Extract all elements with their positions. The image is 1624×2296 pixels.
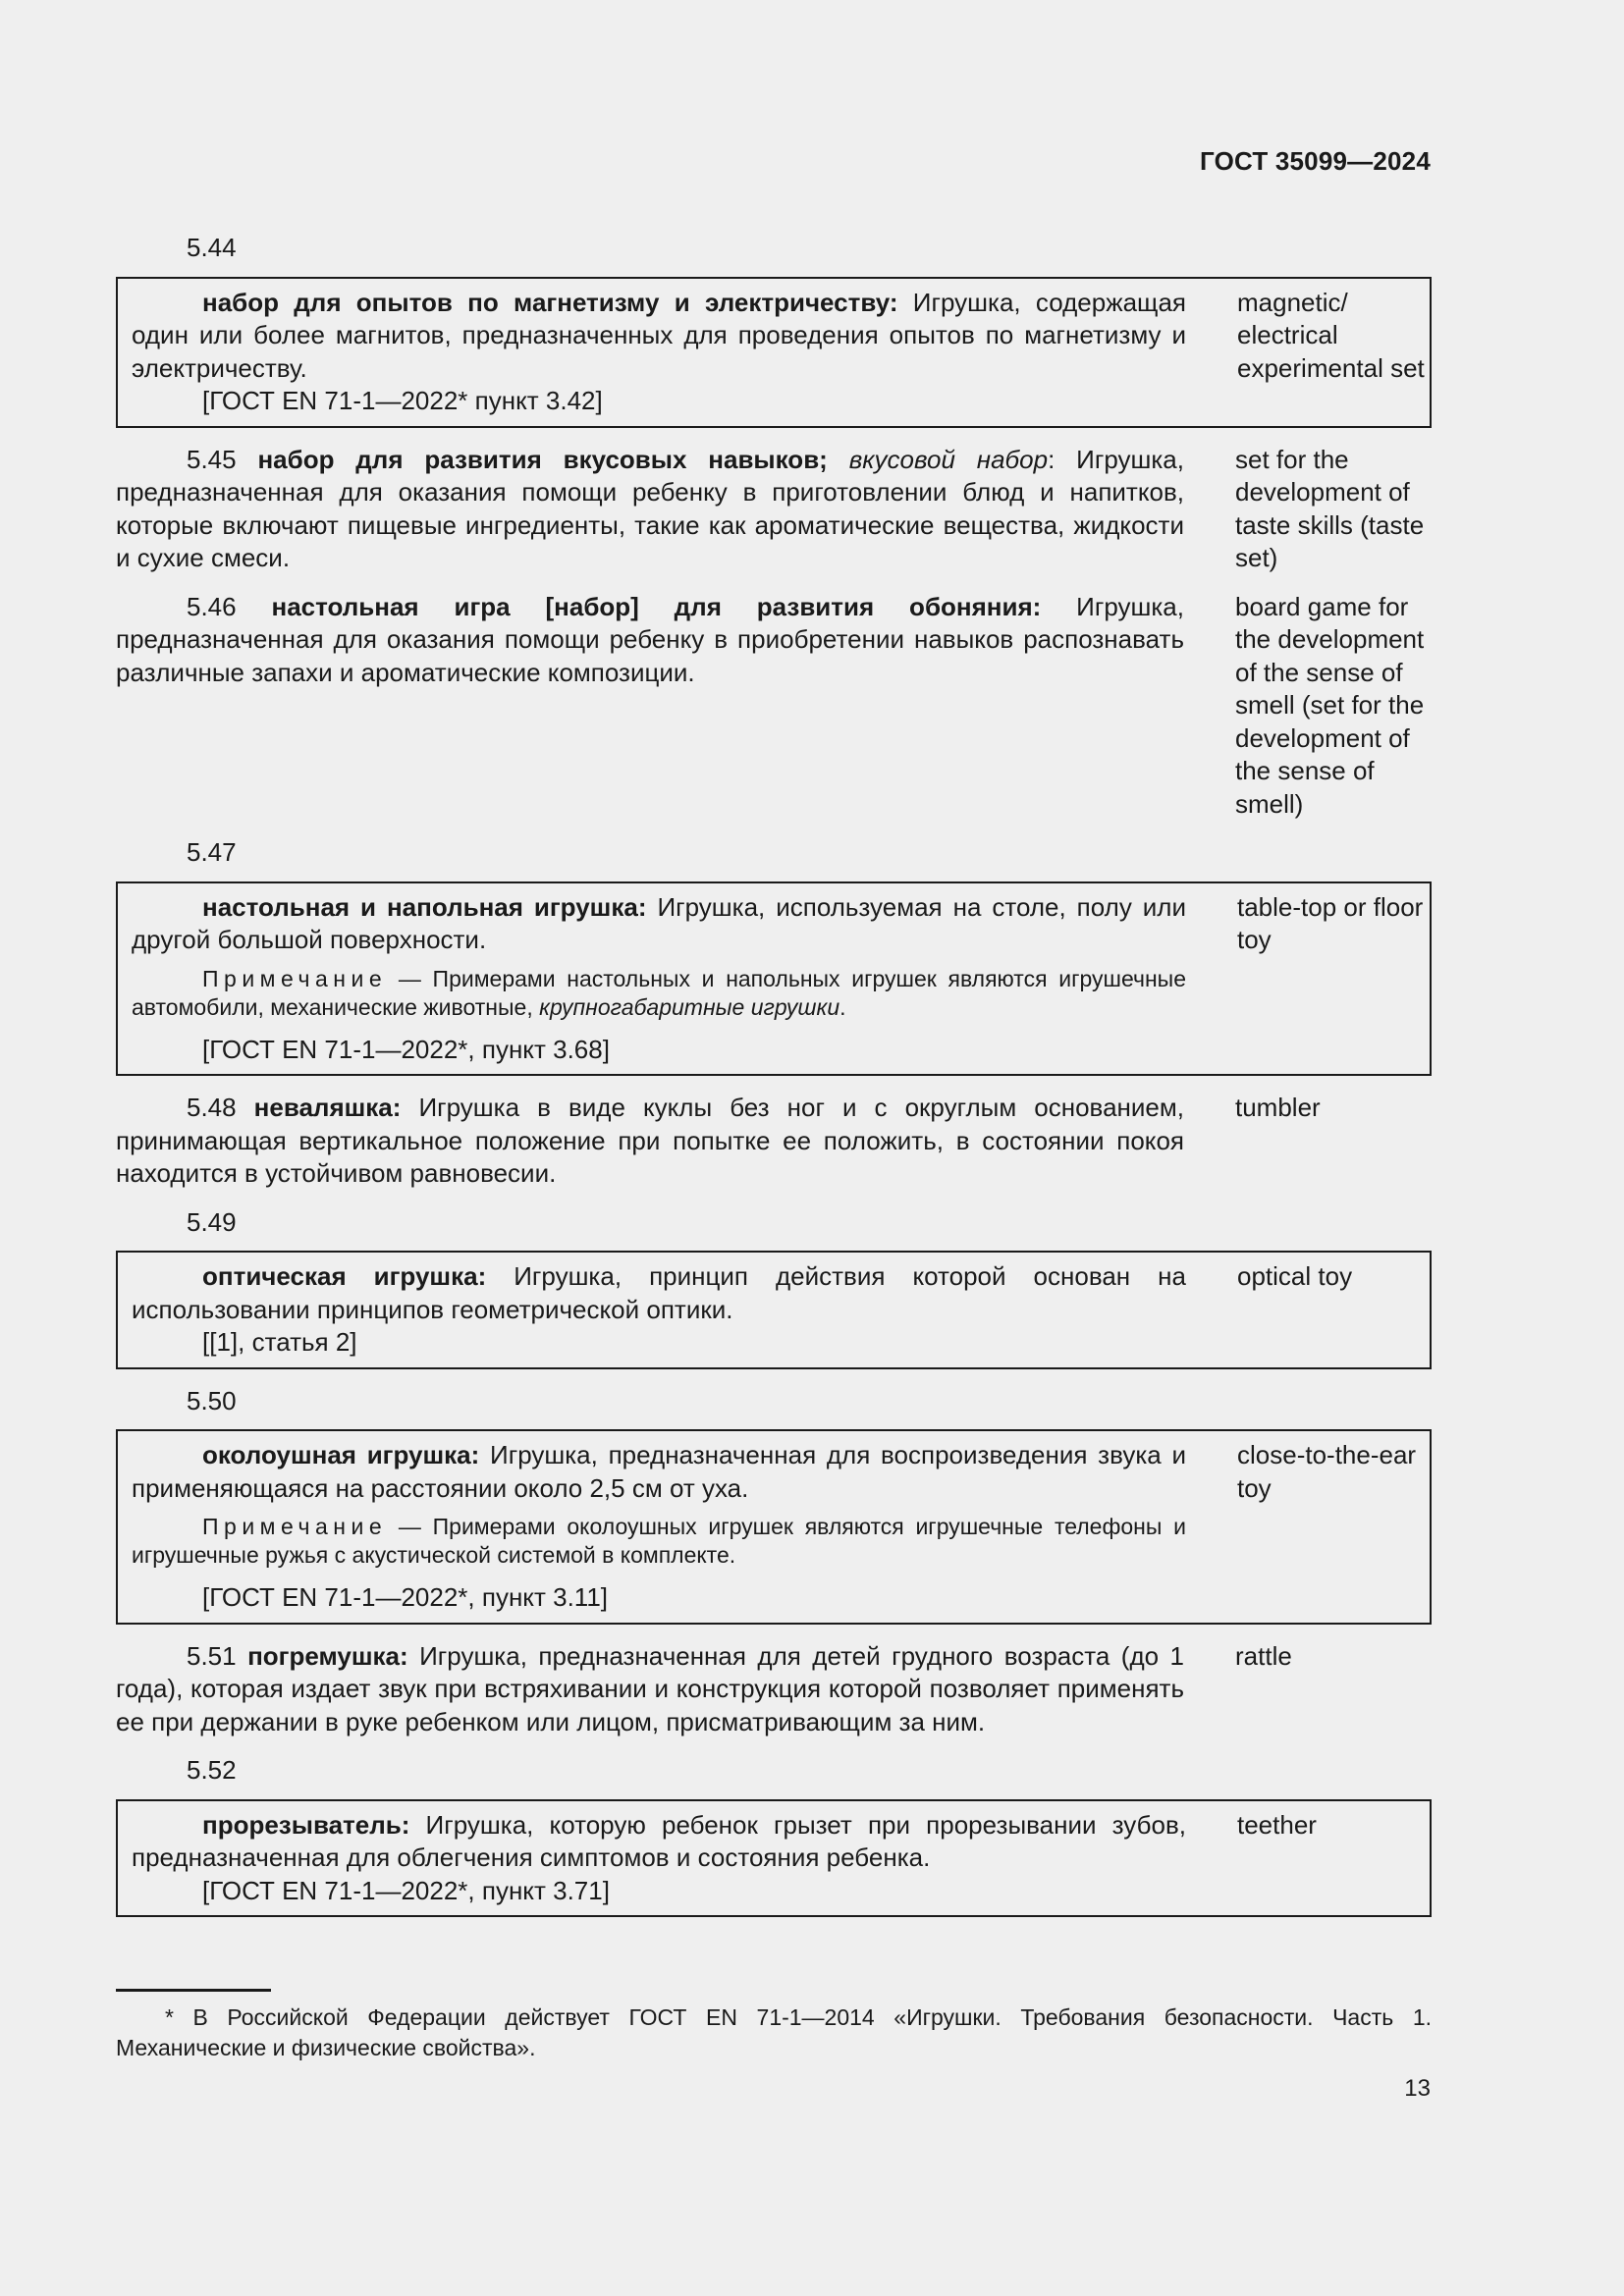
english-equivalent: table-top or floor toy: [1237, 891, 1424, 954]
entry-number: 5.46: [187, 591, 237, 621]
term-title: настольная и напольная игрушка:: [202, 891, 647, 922]
note-label: Примечание: [202, 965, 388, 991]
term-reference: [ГОСТ EN 71-1—2022*, пункт 3.11]: [202, 1582, 609, 1612]
term-note: Примечание — Примерами околоушных игрушек являются игрушечные телефоны и игрушечные ружья с акустической системой в комплекте.: [132, 1514, 1186, 1568]
term-title: неваляшка:: [253, 1093, 402, 1122]
term-entry: [116, 444, 1432, 575]
term-definition: Игрушка, предназначенная для воспроизведения звука и применяющаяся на расстоянии около 2,5 см от уха.: [132, 1440, 1186, 1503]
term-definition: Игрушка, которую ребенок грызет при прорезывании зубов, предназначенная для облегчения симптомов и состояния ребенка.: [132, 1809, 1186, 1872]
term-definition: Игрушка в виде куклы без ног и с округлым основанием, принимающая вертикальное положение при попытке ее положить, в состоянии покоя находится в устойчивом равновесии.: [116, 1093, 1184, 1188]
entry-number: 5.52: [187, 1755, 237, 1785]
english-equivalent: board game for the development of the sense of smell (set for the development of the sense of smell): [1235, 591, 1425, 819]
entry-number: 5.49: [187, 1206, 237, 1237]
entry-number: 5.45: [187, 444, 237, 474]
term-entry: [116, 1092, 1432, 1191]
english-equivalent: close-to-the-ear toy: [1237, 1440, 1417, 1503]
document-id-header: ГОСТ 35099—2024: [1200, 146, 1431, 176]
english-equivalent: teether: [1237, 1809, 1317, 1840]
term-reference: [ГОСТ EN 71-1—2022*, пункт 3.68]: [202, 1034, 610, 1064]
term-definition: Игрушка, предназначенная для детей грудного возраста (до 1 года), которая издает звук при встряхивании и конструкция которой позволяет применять ее при держании в руке ребенком или лицом, присматривающим за ним.: [116, 1640, 1184, 1736]
term-title: набор для опытов по магнетизму и электричеству:: [202, 287, 898, 317]
terms-list: [116, 232, 1432, 1933]
english-equivalent: magnetic/ electrical experimental set: [1237, 287, 1425, 383]
term-reference: [ГОСТ EN 71-1—2022*, пункт 3.71]: [202, 1875, 610, 1905]
note-label: Примечание: [202, 1514, 388, 1539]
term-entry-boxed: [116, 881, 1432, 1077]
entry-number: 5.51: [187, 1640, 237, 1671]
term-definition: Игрушка, используемая на столе, полу или другой большой поверхности.: [132, 891, 1186, 954]
term-entry-boxed: [116, 1251, 1432, 1369]
term-entry-boxed: [116, 277, 1432, 428]
term-title: оптическая игрушка:: [202, 1261, 487, 1291]
term-definition: Игрушка, содержащая один или более магнитов, предназначенных для проведения опытов по магнетизму и электричеству.: [132, 287, 1186, 383]
term-entry: [116, 1640, 1432, 1739]
footnote: * В Российской Федерации действует ГОСТ EN 71-1—2014 «Игрушки. Требования безопасности. Часть 1. Механические и физические свойства».: [116, 2004, 1432, 2060]
term-synonym: вкусовой набор: [848, 444, 1049, 474]
term-title: набор для развития вкусовых навыков;: [257, 444, 828, 474]
term-reference: [[1], статья 2]: [202, 1327, 357, 1357]
page-number: 13: [1404, 2075, 1431, 2102]
term-entry: [116, 591, 1432, 822]
term-definition: Игрушка, предназначенная для оказания помощи ребенку в приобретении навыков распознавать различные запахи и ароматические композиции.: [116, 591, 1184, 687]
term-definition: Игрушка, принцип действия которой основан на использовании принципов геометрической оптики.: [132, 1261, 1186, 1324]
english-equivalent: optical toy: [1237, 1261, 1353, 1291]
term-title: погремушка:: [247, 1640, 408, 1671]
term-title: прорезыватель:: [202, 1809, 410, 1840]
english-equivalent: set for the development of taste skills (taste set): [1235, 444, 1425, 572]
term-note: Примечание — Примерами настольных и напольных игрушек являются игрушечные автомобили, механические животные, крупногабаритные игрушки.: [132, 965, 1186, 1020]
footnote-divider: [116, 1989, 271, 1992]
term-title: околоушная игрушка:: [202, 1440, 480, 1469]
entry-number: 5.48: [187, 1093, 237, 1122]
term-entry-boxed: [116, 1429, 1432, 1625]
entry-number: 5.47: [187, 837, 237, 867]
term-entry-boxed: [116, 1799, 1432, 1918]
english-equivalent: tumbler: [1235, 1093, 1321, 1122]
term-reference: [ГОСТ EN 71-1—2022* пункт 3.42]: [202, 386, 603, 415]
term-definition: : Игрушка, предназначенная для оказания помощи ребенку в приготовлении блюд и напитков, которые включают пищевые ингредиенты, такие как ароматические вещества, жидкости и сухие смеси.: [116, 444, 1184, 572]
entry-number: 5.44: [187, 233, 237, 262]
english-equivalent: rattle: [1235, 1640, 1292, 1671]
term-title: настольная игра [набор] для развития обоняния:: [271, 591, 1042, 621]
entry-number: 5.50: [187, 1385, 237, 1415]
